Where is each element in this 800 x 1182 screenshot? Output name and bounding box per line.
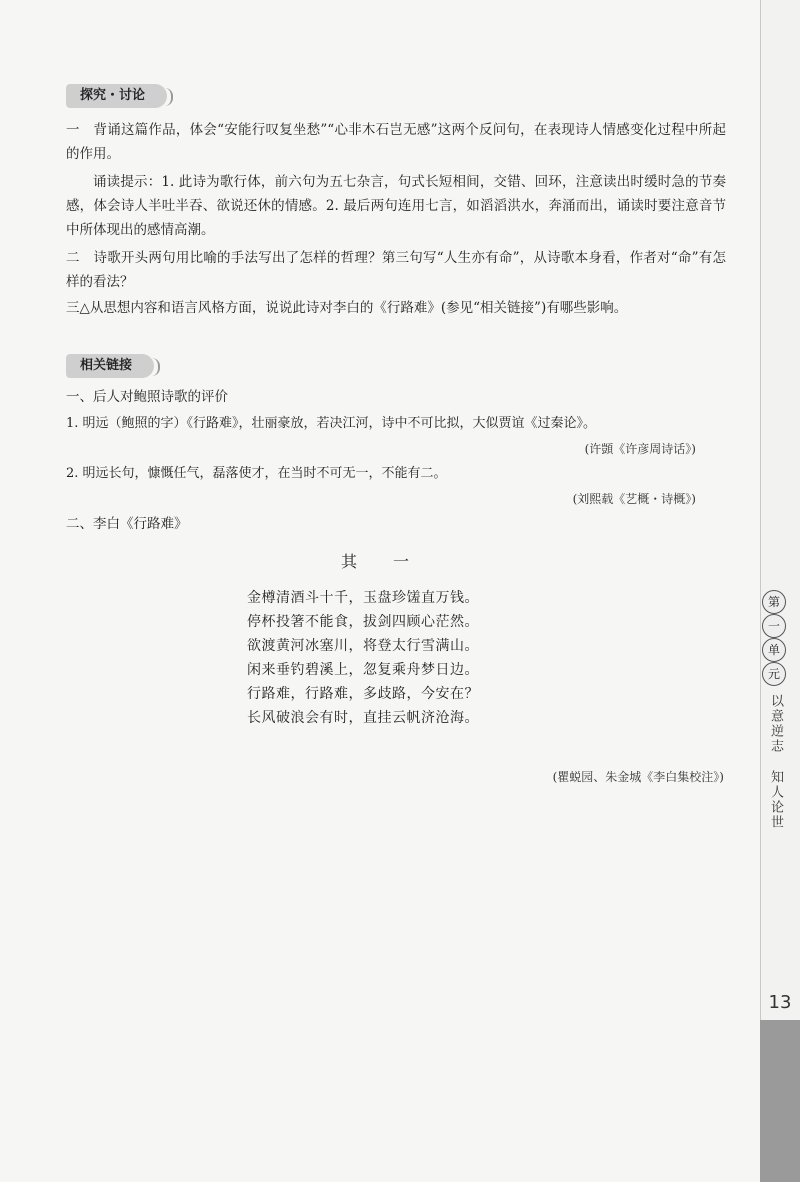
page-number: 13 — [768, 992, 792, 1013]
subheading-libai-poem: 二、李白《行路难》 — [66, 516, 188, 532]
poem-line: 金樽清酒斗十千，玉盘珍馐直万钱。 — [247, 590, 479, 606]
poem-line: 长风破浪会有时，直挂云帆济沧海。 — [247, 710, 479, 726]
unit-theme-2: 知人论世 — [768, 770, 783, 830]
unit-badge-char: 一 — [762, 614, 786, 638]
question-1: 一 背诵这篇作品，体会“安能行叹复坐愁”“心非木石岂无感”这两个反问句，在表现诗人情感变化过程中所起的作用。 — [66, 122, 726, 162]
poem-line: 欲渡黄河冰塞川，将登太行雪满山。 — [247, 638, 479, 654]
critique-1-source: (许顗《许彦周诗话》) — [584, 442, 696, 456]
question-3: 三△从思想内容和语言风格方面，说说此诗对李白的《行路难》(参见“相关链接”)有哪些影响。 — [66, 300, 628, 316]
unit-badge-char: 第 — [762, 590, 786, 614]
question-2: 二 诗歌开头两句用比喻的手法写出了怎样的哲理？第三句写“人生亦有命”，从诗歌本身看，作者对“命”有怎样的看法？ — [66, 250, 726, 290]
poem-title: 其 一 — [340, 552, 419, 571]
critique-2: 2. 明远长句，慷慨任气，磊落使才，在当时不可无一，不能有二。 — [66, 466, 447, 481]
poem-line: 闲来垂钓碧溪上，忽复乘舟梦日边。 — [247, 662, 479, 678]
subheading-critiques: 一、后人对鲍照诗歌的评价 — [66, 389, 228, 405]
critique-1: 1. 明远（鲍照的字）《行路难》，壮丽豪放，若决江河，诗中不可比拟，大似贾谊《过秦论》。 — [66, 416, 597, 431]
explore-discuss-heading: 探究・讨论 — [66, 84, 167, 108]
related-links-heading: 相关链接 — [66, 354, 154, 378]
critique-2-source: (刘熙载《艺概・诗概》) — [572, 492, 696, 506]
poem-source: (瞿蜕园、朱金城《李白集校注》) — [552, 770, 724, 784]
side-tab-dark-strip — [760, 1020, 800, 1182]
recitation-tip: 诵读提示：1. 此诗为歌行体，前六句为五七杂言，句式长短相间，交错、回环，注意读出时缓时急的节奏感，体会诗人半吐半吞、欲说还休的情感。2. 最后两句连用七言，如滔滔洪水，奔涌而出，诵读时要注意音节中所体现出的感情高潮。 — [66, 174, 726, 238]
poem-line: 停杯投箸不能食，拔剑四顾心茫然。 — [247, 614, 479, 630]
unit-badge-char: 元 — [762, 662, 786, 686]
unit-badge-char: 单 — [762, 638, 786, 662]
poem-body — [247, 586, 479, 730]
unit-theme-1: 以意逆志 — [768, 694, 783, 754]
poem-line: 行路难，行路难，多歧路，今安在？ — [247, 686, 479, 702]
